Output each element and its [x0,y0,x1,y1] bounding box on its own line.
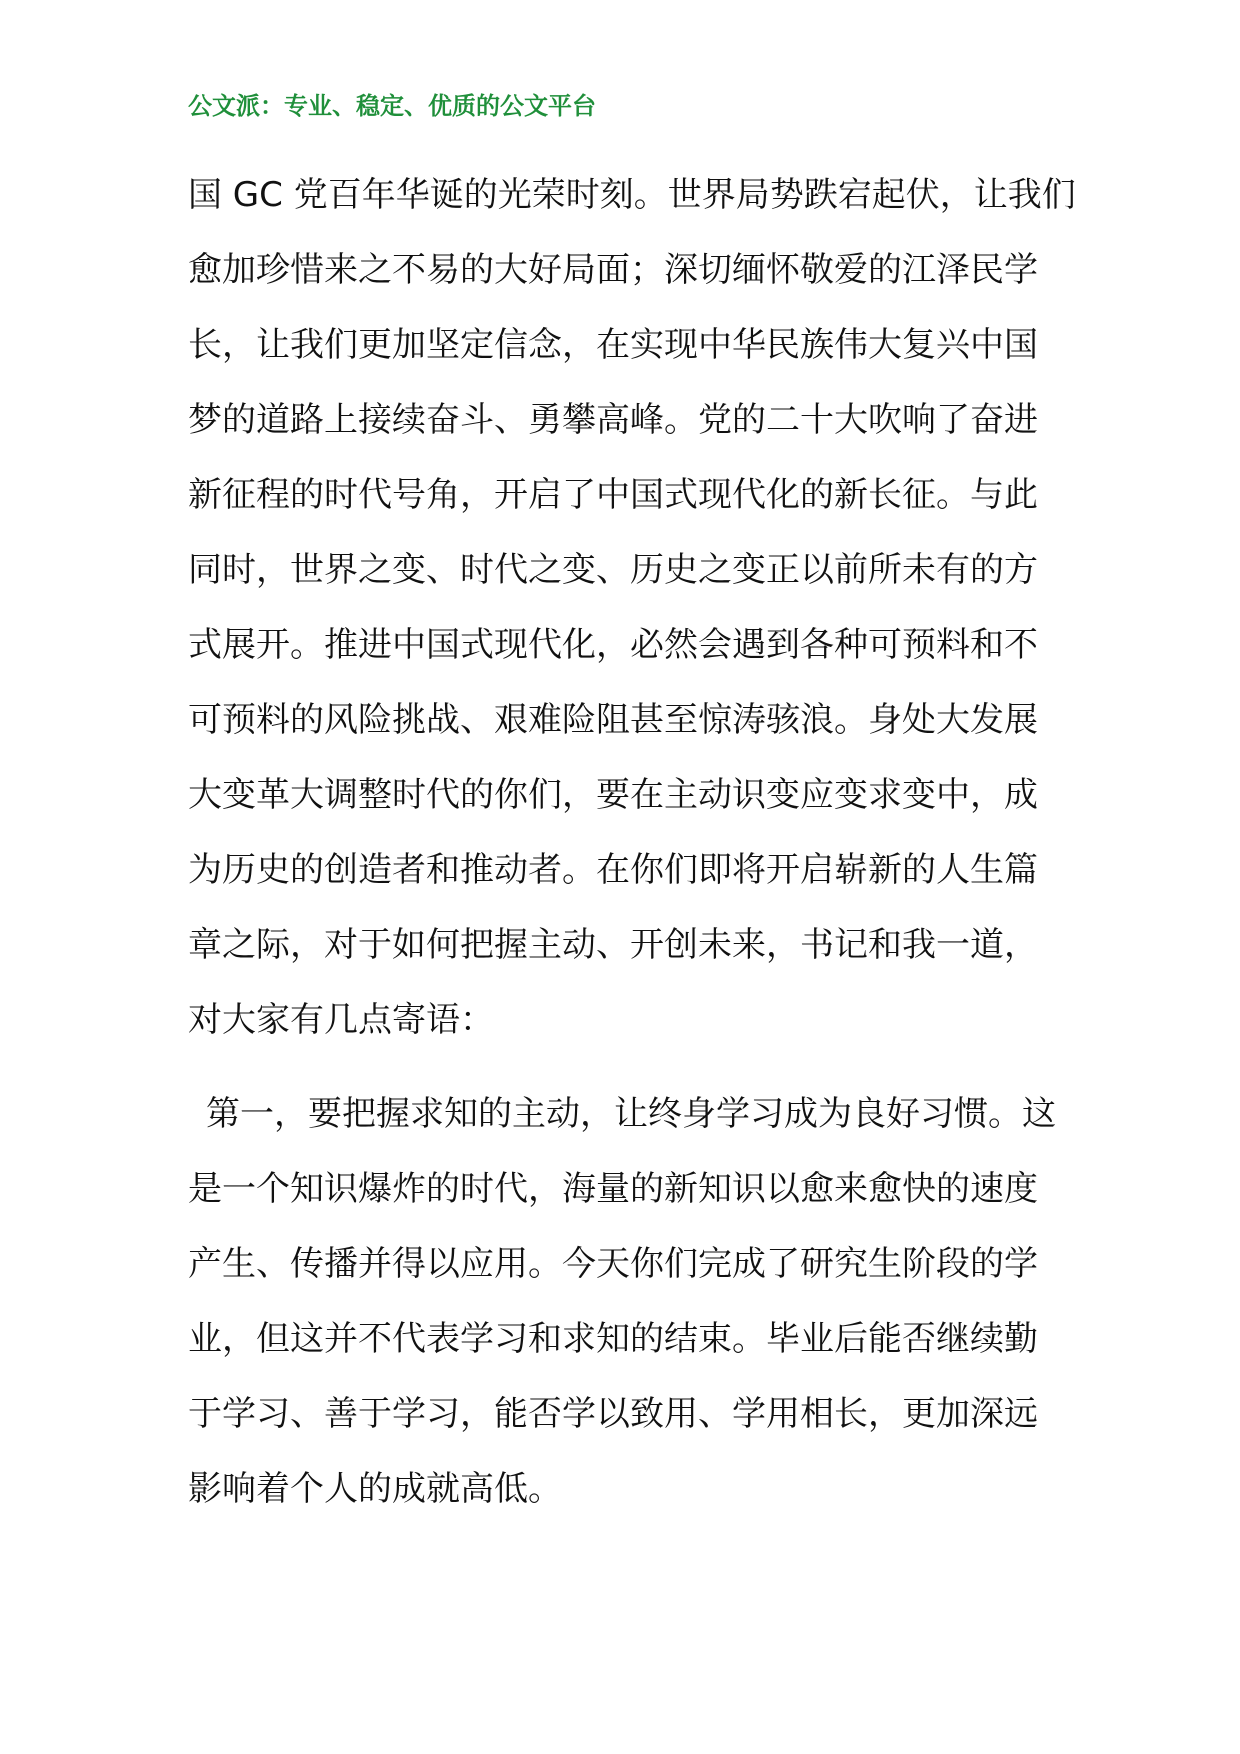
text-line: 大变革大调整时代的你们，要在主动识变应变求变中，成 [188,775,1038,815]
text-line: 可预料的风险挑战、艰难险阻甚至惊涛骇浪。身处大发展 [188,700,1038,740]
text-line: 为历史的创造者和推动者。在你们即将开启崭新的人生篇 [188,850,1038,890]
text-line: 国 GC 党百年华诞的光荣时刻。世界局势跌宕起伏，让我们 [188,175,1076,215]
text-line: 新征程的时代号角，开启了中国式现代化的新长征。与此 [188,475,1038,515]
text-line: 对大家有几点寄语： [188,1000,494,1040]
text-line: 章之际，对于如何把握主动、开创未来，书记和我一道， [188,925,1038,965]
text-line: 式展开。推进中国式现代化，必然会遇到各种可预料和不 [188,625,1038,665]
paragraph-2 [188,1077,1058,1527]
text-line: 第一，要把握求知的主动，让终身学习成为良好习惯。这 [206,1094,1056,1134]
text-line: 于学习、善于学习，能否学以致用、学用相长，更加深远 [188,1394,1038,1434]
text-line: 梦的道路上接续奋斗、勇攀高峰。党的二十大吹响了奋进 [188,400,1038,440]
text-line: 是一个知识爆炸的时代，海量的新知识以愈来愈快的速度 [188,1169,1038,1209]
text-line: 长，让我们更加坚定信念，在实现中华民族伟大复兴中国 [188,325,1038,365]
text-line: 影响着个人的成就高低。 [188,1469,562,1509]
text-line: 愈加珍惜来之不易的大好局面；深切缅怀敬爱的江泽民学 [188,250,1038,290]
text-line: 业，但这并不代表学习和求知的结束。毕业后能否继续勤 [188,1319,1038,1359]
text-line: 同时，世界之变、时代之变、历史之变正以前所未有的方 [188,550,1038,590]
site-header-slogan: 公文派：专业、稳定、优质的公文平台 [188,91,596,120]
paragraph-1 [188,158,1076,1058]
text-line: 产生、传播并得以应用。今天你们完成了研究生阶段的学 [188,1244,1038,1284]
